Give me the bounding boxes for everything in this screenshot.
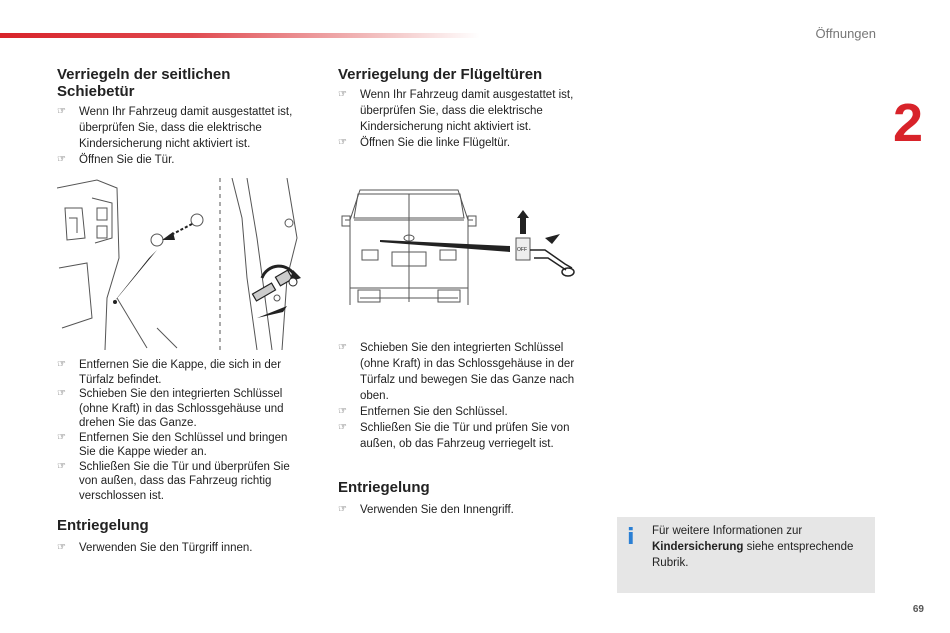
section-title: Öffnungen [815,26,876,41]
list-item: ☞ Schieben Sie den integrierten Schlüssel (ohne Kraft) in das Schlossgehäuse in der Türfalz und bewegen Sie das Ganze nach oben. [338,342,575,402]
heading-unlock-left: Entriegelung [57,517,149,534]
pointing-hand-icon: ☞ [57,460,66,472]
list-item: ☞ Entfernen Sie den Schlüssel und bringen Sie die Kappe wieder an. [57,431,288,458]
info-text: Für weitere Informationen zur Kindersicherung siehe entsprechende Rubrik. [652,525,854,569]
list-item: ☞ Schieben Sie den integrierten Schlüssel (ohne Kraft) in das Schlossgehäuse und drehen Sie das Ganze. [57,388,284,429]
heading-sliding-door: Verriegeln der seitlichen Schiebetür [57,66,231,100]
heading-unlock-middle: Entriegelung [338,479,430,496]
pointing-hand-icon: ☞ [57,359,66,370]
heading-wing-doors: Verriegelung der Flügeltüren [338,66,543,83]
list-item: ☞ Entfernen Sie die Kappe, die sich in der Türfalz befindet. [57,359,282,386]
list-item: ☞ Wenn Ihr Fahrzeug damit ausgestattet ist, überprüfen Sie, dass die elektrische Kindersicherung nicht aktiviert ist. [338,89,574,133]
list-sliding-door-steps [57,104,307,168]
list-wing-door-steps [338,87,593,151]
pointing-hand-icon: ☞ [57,431,66,443]
pointing-hand-icon: ☞ [338,406,347,417]
info-text-bold: Kindersicherung [652,541,744,553]
list-item: ☞ Schließen Sie die Tür und prüfen Sie von außen, ob das Fahrzeug verriegelt ist. [338,422,570,450]
list-unlock-middle [338,502,593,518]
pointing-hand-icon: ☞ [57,388,66,399]
list-item: ☞ Öffnen Sie die linke Flügeltür. [338,137,511,149]
list-item: ☞ Entfernen Sie den Schlüssel. [338,406,508,418]
pointing-hand-icon: ☞ [57,542,66,553]
left-column-lower [57,358,307,556]
page-number: 69 [912,604,924,615]
pointing-hand-icon: ☞ [338,342,347,353]
info-box [617,517,875,593]
pointing-hand-icon: ☞ [57,106,66,117]
list-sliding-door-key-steps [57,358,307,503]
pointing-hand-icon: ☞ [338,137,347,148]
info-icon: i [627,525,635,550]
middle-column [338,66,593,151]
pointing-hand-icon: ☞ [57,154,66,165]
middle-column-lower [338,340,593,518]
chapter-number: 2 [893,93,924,153]
list-item: ☞ Öffnen Sie die Tür. [57,154,175,166]
list-unlock-left [57,540,307,556]
pointing-hand-icon: ☞ [338,422,347,433]
list-item: ☞ Verwenden Sie den Türgriff innen. [57,542,253,554]
list-wing-door-key-steps [338,340,593,452]
list-item: ☞ Schließen Sie die Tür und überprüfen Sie von außen, dass das Fahrzeug richtig verschlossen ist. [57,460,290,502]
wing-door-lock-illustration [340,180,588,308]
pointing-hand-icon: ☞ [338,504,347,515]
list-item: ☞ Verwenden Sie den Innengriff. [338,504,514,516]
left-column [57,66,307,168]
list-item: ☞ Wenn Ihr Fahrzeug damit ausgestattet ist, überprüfen Sie, dass die elektrische Kindersicherung nicht aktiviert ist. [57,106,293,150]
off-label: OFF [517,247,527,253]
header-accent-bar [0,33,480,38]
pointing-hand-icon: ☞ [338,89,347,100]
sliding-door-lock-illustration [57,178,315,350]
